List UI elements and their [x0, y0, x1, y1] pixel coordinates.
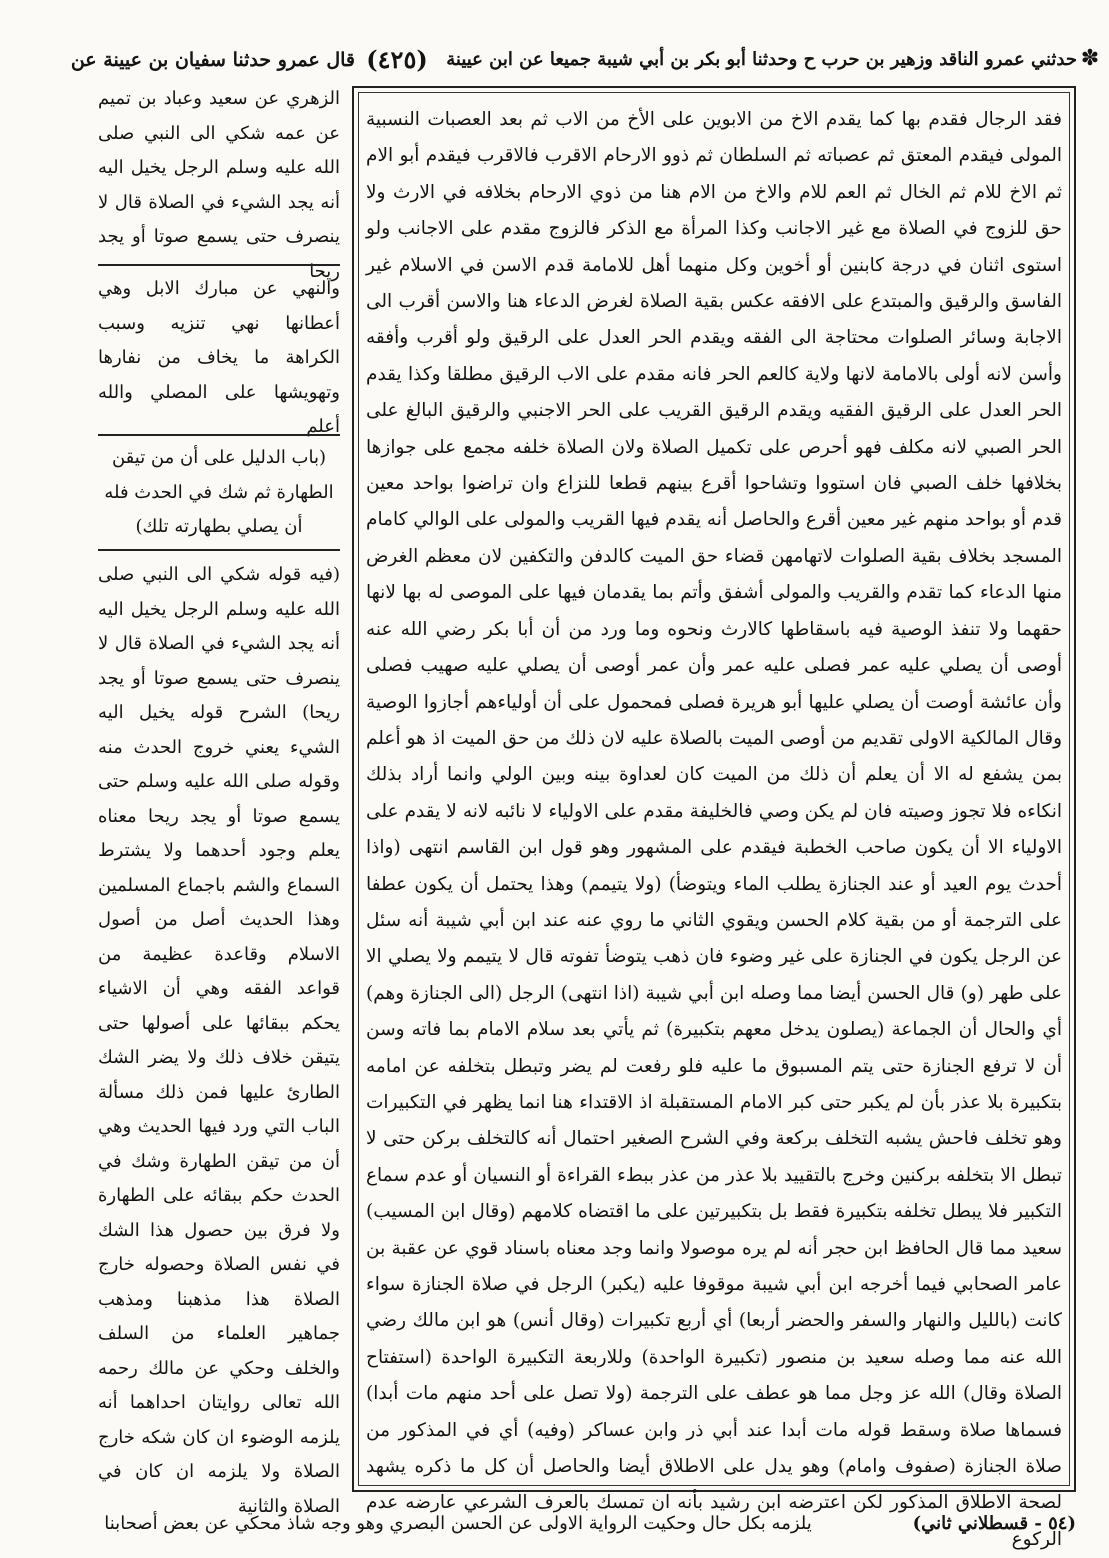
- side-header-text: قال عمرو حدثنا سفيان بن عيينة عن: [70, 49, 355, 71]
- footer-text: يلزمه بكل حال وحكيت الرواية الاولى عن الحسن البصري وهو وجه شاذ محكي عن بعض أصحابنا: [104, 1513, 812, 1534]
- ornament-icon: ✽: [1080, 46, 1100, 71]
- header-text: حدثني عمرو الناقد وزهير بن حرب ح وحدثنا أبو بكر بن أبي شيبة جميعا عن ابن عيينة: [446, 49, 1077, 70]
- footer-signature: (٥٤ - قسطلاني ثاني): [912, 1513, 1076, 1534]
- side-commentary-1: الزهري عن سعيد وعباد بن تميم عن عمه شكي الى النبي صلى الله عليه وسلم الرجل يخيل اليه أنه يجد الشيء في الصلاة قال لا ينصرف حتى يسمع صوتا أو يجد ريحا: [98, 88, 340, 282]
- side-divider: [98, 549, 340, 551]
- side-chapter-heading: (باب الدليل على أن من تيقن الطهارة ثم شك في الحدث فله أن يصلي بطهارته تلك): [104, 447, 334, 537]
- side-commentary-3: (فيه قوله شكي الى النبي صلى الله عليه وسلم الرجل يخيل اليه أنه يجد الشيء في الصلاة قال لا ينصرف حتى يسمع صوتا أو يجد ريحا) الشرح قوله يخيل اليه الشيء يعني خروج الحدث منه وقوله صلى الله عليه وسلم حتى يسمع صوتا أو يجد ريحا معناه يعلم وجود أحدهما ولا يشترط السماع والشم باجماع المسلمين وهذا الحديث أصل من أصول الاسلام وقاعدة عظيمة من قواعد الفقه وهي أن الاشياء يحكم ببقائها على أصولها حتى يتيقن خلاف ذلك ولا يضر الشك الطارئ عليها فمن ذلك مسألة الباب التي ورد فيها الحديث وهي أن من تيقن الطهارة وشك في الحدث حكم ببقائه على الطهارة ولا فرق بين حصول هذا الشك في نفس الصلاة وحصوله خارج الصلاة هذا مذهبنا ومذهب جماهير العلماء من السلف والخلف وحكي عن مالك رحمه الله تعالى روايتان احداهما أنه يلزمه الوضوء ان كان شكه خارج الصلاة ولا يلزمه ان كان في الصلاة والثانية: [98, 564, 340, 1517]
- page-number: ( ٤٢٥ ): [356, 40, 438, 80]
- main-text: فقد الرجال فقدم بها كما يقدم الاخ من الابوين على الأخ من الاب ثم بعد العصبات النسبية المولى فيقدم المعتق ثم عصباته ثم السلطان ثم ذوو الارحام الاقرب فالاقرب فيقدم أبو الام ثم الاخ للام ثم الخال ثم العم للام والاخ من الام هنا من ذوي الارحام بخلافه في الارث ولا حق للزوج في الصلاة مع غير الاجانب وكذا المرأة مع الذكر فالزوج مقدم على الاجانب ولو استوى اثنان في درجة كابنين أو أخوين وكل منهما أهل للامامة قدم الاسن في الاسلام غير الفاسق والرقيق والمبتدع على الافقه عكس بقية الصلاة لغرض الدعاء هنا والاسن أقرب الى الاجابة وسائر الصلوات محتاجة الى الفقه ويقدم الحر العدل على الرقيق ولو أقرب وأفقه وأسن لانه أولى بالامامة لانها ولاية كالعم الحر فانه مقدم على الاب الرقيق مطلقا وكذا يقدم الحر العدل على الرقيق الفقيه ويقدم الرقيق القريب على الحر الاجنبي والرقيق البالغ على الحر الصبي لانه مكلف فهو أحرص على تكميل الصلاة ولان الصلاة خلفه مجمع على جوازها بخلافها خلف الصبي فان استووا وتشاحوا أقرع بينهم قطعا للنزاع وان تراضوا بواحد معين قدم أو بواحد منهم غير معين أقرع والحاصل أنه يقدم فيها القريب والمولى على الوالي كامام المسجد بخلاف بقية الصلوات لاتهامهن قضاء حق الميت كالدفن والتكفين لان معظم الغرض منها الدعاء كما تقدم والقريب والمولى أشفق وأتم بما يقدمان فيها على الموصى له بها لانها حقهما ولا تنفذ الوصية فيه باسقاطها كالارث ونحوه وما ورد من أن أبا بكر رضي الله عنه أوصى أن يصلي عليه عمر فصلى عليه عمر وأن عمر أوصى أن يصلي عليه صهيب فصلى وأن عائشة أوصت أن يصلي عليها أبو هريرة فصلى فمحمول على أن أولياءهم أجازوا الوصية وقال المالكية الاولى تقديم من أوصى الميت بالصلاة عليه لان ذلك من حق الميت اذ هو أعلم بمن يشفع له الا أن يعلم أن ذلك من الميت كان لعداوة بينه وبين الولي وانما أراد بذلك انكاءه فلا تجوز وصيته فان لم يكن وصي فالخليفة مقدم على الاولياء لا نائبه لانه لا يقدم على الاولياء الا أن يكون صاحب الخطبة فيقدم على المشهور وهو قول ابن القاسم انتهى (واذا أحدث يوم العيد أو عند الجنازة يطلب الماء ويتوضأ) (ولا يتيمم) وهذا يحتمل أن يكون عطفا على الترجمة أو من بقية كلام الحسن ويقوي الثاني ما روي عنه عند ابن أبي شيبة أنه سئل عن الرجل يكون في الجنازة على غير وضوء فان ذهب يتوضأ تفوته قال لا يتيمم ولا يصلي الا على طهر (و) قال الحسن أيضا مما وصله ابن أبي شيبة (اذا انتهى) الرجل (الى الجنازة وهم) أي والحال أن الجماعة (يصلون يدخل معهم بتكبيرة) ثم يأتي بعد سلام الامام بما فاته وسن أن لا ترفع الجنازة حتى يتم المسبوق ما عليه فلو رفعت لم يضر وتبطل بتخلفه عن امامه بتكبيرة بلا عذر بأن لم يكبر حتى كبر الامام المستقبلة اذ الاقتداء هنا انما يظهر في التكبيرات وهو تخلف فاحش يشبه التخلف بركعة وفي الشرح الصغير احتمال أنه كالتخلف بركن حتى لا تبطل الا بتخلفه بركنين وخرج بالتقييد بلا عذر من عذر ببطء القراءة أو النسيان أو عدم سماع التكبير فلا يبطل تخلفه بتكبيرة فقط بل بتكبيرتين على ما اقتضاه كلامهم (وقال ابن المسيب) سعيد مما قال الحافظ ابن حجر أنه لم يره موصولا وانما وجد معناه باسناد قوي عن عقبة بن عامر الصحابي فيما أخرجه ابن أبي شيبة موقوفا عليه (يكبر) الرجل في صلاة الجنازة سواء كانت (بالليل والنهار والسفر والحضر أربعا) أي أربع تكبيرات (وقال أنس) هو ابن مالك رضي الله عنه مما وصله سعيد بن منصور (تكبيرة الواحدة) وللاربعة التكبيرة الواحدة (استفتاح الصلاة وقال) الله عز وجل مما هو عطف على الترجمة (ولا تصل على أحد منهم مات أبدا) فسماها صلاة وسقط قوله مات أبدا عند أبي ذر وابن عساكر (وفيه) أي في المذكور من صلاة الجنازة (صفوف وامام) وهو يدل على الاطلاق أيضا والحاصل أن كل ما ذكره يشهد لصحة الاطلاق المذكور لكن اعترضه ابن رشيد بأنه ان تمسك بالعرف الشرعي عارضه عدم الركوع: [366, 109, 1062, 1550]
- side-divider: [98, 264, 340, 266]
- side-divider: [98, 434, 340, 436]
- side-commentary-2: والنهي عن مبارك الابل وهي أعطانها نهي تنزيه وسبب الكراهة ما يخاف من نفارها وتهويشها على المصلي والله أعلم: [98, 278, 340, 437]
